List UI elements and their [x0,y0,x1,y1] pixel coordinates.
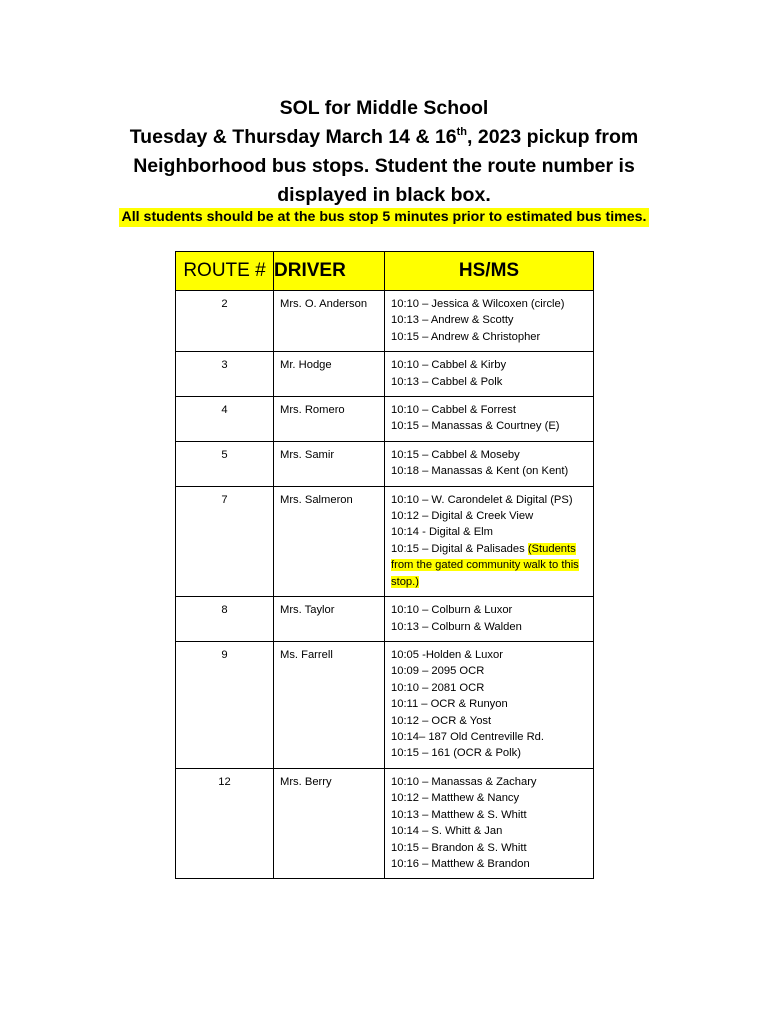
stop-time: 10:14 - Digital & Elm [391,526,493,539]
header-route: ROUTE # [176,252,274,291]
stop-time: 10:11 – OCR & Runyon [391,698,508,711]
route-number: 3 [176,352,274,397]
stop-time [391,541,587,590]
stop-time: 10:16 – Matthew & Brandon [391,857,530,870]
title-line-2-text-end: , 2023 pickup from [467,126,639,148]
stop-time: 10:15 – Brandon & S. Whitt [391,841,527,854]
driver-name: Mrs. Taylor [274,597,385,642]
driver-name: Mrs. Romero [274,397,385,442]
table-row [176,352,594,397]
route-number: 8 [176,597,274,642]
title-line-1: SOL for Middle School [279,97,489,119]
header-stops: HS/MS [385,252,594,291]
title-line-3: Neighborhood bus stops. Student the route number is [133,155,635,177]
route-number: 12 [176,768,274,878]
stop-time: 10:15 – Andrew & Christopher [391,330,541,343]
table-row [176,397,594,442]
stop-time: 10:13 – Matthew & S. Whitt [391,808,527,821]
stop-time: 10:12 – Matthew & Nancy [391,792,520,805]
table-row [176,441,594,486]
stop-time: 10:10 – Manassas & Zachary [391,775,537,788]
header-driver: DRIVER [274,252,385,291]
stop-time: 10:10 – Jessica & Wilcoxen (circle) [391,298,565,310]
table-row [176,768,594,878]
stop-time: 10:13 – Colburn & Walden [391,620,522,633]
stop-time: 10:05 -Holden & Luxor [391,648,503,661]
table-header-row [176,252,594,291]
stop-time: 10:12 – OCR & Yost [391,714,492,727]
arrival-notice: All students should be at the bus stop 5 minutes prior to estimated bus times. [121,209,647,225]
stop-list [385,291,594,352]
route-table-body [176,291,594,879]
route-table [175,251,594,879]
stop-list [385,486,594,596]
stop-time: 10:14– 187 Old Centreville Rd. [391,730,544,743]
stop-list [385,441,594,486]
ordinal-suffix: th [456,126,468,138]
stop-time: 10:10 – Cabbel & Forrest [391,404,516,417]
stop-time: 10:10 – W. Carondelet & Digital (PS) [391,493,573,506]
gated-community-note: (Students from the gated community walk to this stop.) [391,542,579,588]
stop-time: 10:15 – Manassas & Courtney (E) [391,420,560,433]
title-line-2-text: Tuesday & Thursday March 14 & 16 [129,126,457,148]
driver-name: Mr. Hodge [274,352,385,397]
route-number: 9 [176,641,274,768]
stop-time: 10:15 – Cabbel & Moseby [391,448,520,461]
driver-name: Mrs. Salmeron [274,486,385,596]
stop-time: 10:14 – S. Whitt & Jan [391,825,503,838]
route-number: 5 [176,441,274,486]
stop-list [385,397,594,442]
stop-time: 10:12 – Digital & Creek View [391,510,534,523]
stop-text: 10:15 – Digital & Palisades [391,542,525,555]
stop-time: 10:18 – Manassas & Kent (on Kent) [391,465,569,478]
stop-list [385,352,594,397]
stop-time: 10:10 – 2081 OCR [391,681,485,694]
table-row [176,291,594,352]
title-line-4: displayed in black box. [277,184,491,206]
title-line-2 [0,123,768,152]
table-row [176,597,594,642]
driver-name: Mrs. Berry [274,768,385,878]
table-row [176,641,594,768]
stop-list [385,641,594,768]
stop-time: 10:10 – Cabbel & Kirby [391,359,507,372]
stop-time: 10:09 – 2095 OCR [391,665,485,678]
route-number: 7 [176,486,274,596]
route-number: 2 [176,291,274,352]
driver-name: Ms. Farrell [274,641,385,768]
driver-name: Mrs. Samir [274,441,385,486]
stop-list [385,597,594,642]
stop-time: 10:13 – Andrew & Scotty [391,314,514,327]
route-number: 4 [176,397,274,442]
table-row [176,486,594,596]
stop-time: 10:10 – Colburn & Luxor [391,604,513,617]
notice-container [0,208,768,227]
stop-time: 10:15 – 161 (OCR & Polk) [391,747,521,760]
document-title [0,94,768,210]
stop-time: 10:13 – Cabbel & Polk [391,375,503,388]
stop-list [385,768,594,878]
driver-name: Mrs. O. Anderson [274,291,385,352]
